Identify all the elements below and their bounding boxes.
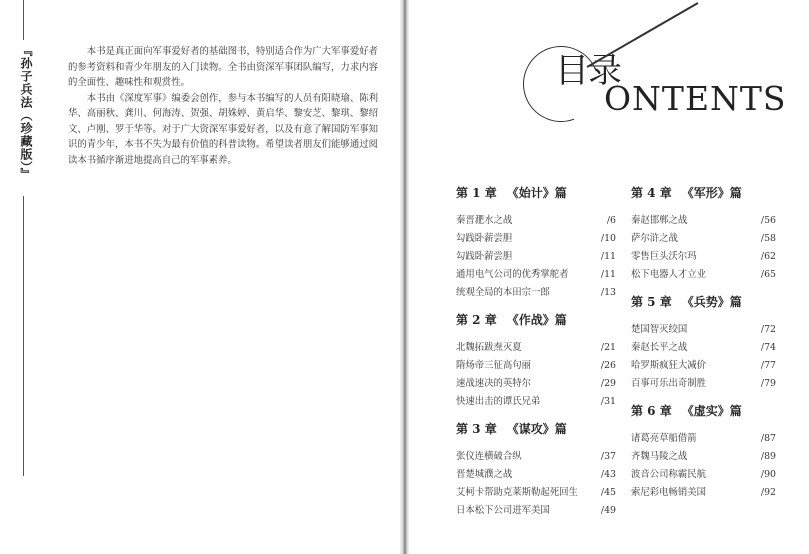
chapter-name: 《作战》篇 bbox=[506, 313, 567, 327]
chapter-name: 《始计》篇 bbox=[506, 186, 567, 200]
contents-heading bbox=[409, 0, 809, 150]
entry-page: /74 bbox=[760, 342, 776, 353]
entry-page: /21 bbox=[600, 342, 616, 353]
toc-entry[interactable] bbox=[631, 448, 776, 466]
toc-entry[interactable] bbox=[631, 339, 776, 357]
toc-column-right bbox=[631, 184, 776, 511]
chapter-number: 第 2 章 bbox=[456, 313, 497, 327]
toc-entry[interactable] bbox=[456, 466, 616, 484]
entry-title: 松下电器人才立业 bbox=[631, 269, 707, 280]
entry-page: /29 bbox=[600, 378, 616, 389]
toc-chapter bbox=[631, 184, 776, 284]
entry-page: /56 bbox=[760, 215, 776, 226]
intro-paragraph: 本书是真正面向军事爱好者的基础图书，特别适合作为广大军事爱好者的参考资料和青少年朋友的入门读物。全书由资深军事团队编写，力求内容的全面性、趣味性和观赏性。 bbox=[68, 46, 378, 88]
entry-page: /65 bbox=[760, 269, 776, 280]
entry-page: /62 bbox=[760, 251, 776, 262]
entry-page: /31 bbox=[600, 396, 616, 407]
book-spine bbox=[400, 0, 409, 554]
toc-entry[interactable] bbox=[456, 284, 616, 302]
entry-title: 速战速决的英特尔 bbox=[456, 378, 532, 389]
entry-page: /72 bbox=[760, 324, 776, 335]
entry-title: 张仪连横破合纵 bbox=[456, 451, 522, 462]
entry-page: /10 bbox=[600, 233, 616, 244]
entry-page: /58 bbox=[760, 233, 776, 244]
toc-entry[interactable] bbox=[456, 212, 616, 230]
chapter-number: 第 3 章 bbox=[456, 422, 497, 436]
chapter-title bbox=[631, 293, 776, 311]
chapter-name: 《谋攻》篇 bbox=[506, 422, 567, 436]
entry-title: 隋炀帝三征高句丽 bbox=[456, 360, 532, 371]
chapter-name: 《兵势》篇 bbox=[681, 295, 742, 309]
toc-entry[interactable] bbox=[456, 248, 616, 266]
entry-page: /89 bbox=[760, 451, 776, 462]
toc-entry[interactable] bbox=[631, 248, 776, 266]
entry-title: 晋楚城濮之战 bbox=[456, 469, 513, 480]
entry-page: /92 bbox=[760, 487, 776, 498]
entry-title: 齐魏马陵之战 bbox=[631, 451, 688, 462]
entry-title: 日本松下公司进军美国 bbox=[456, 505, 550, 516]
entry-page: /45 bbox=[600, 487, 616, 498]
entry-title: 百事可乐出奇制胜 bbox=[631, 378, 707, 389]
toc-entry[interactable] bbox=[456, 357, 616, 375]
entry-page: /26 bbox=[600, 360, 616, 371]
toc-entry[interactable] bbox=[456, 393, 616, 411]
entry-title: 北魏拓跋焘灭夏 bbox=[456, 342, 522, 353]
toc-entry[interactable] bbox=[456, 230, 616, 248]
entry-title: 萨尔浒之战 bbox=[631, 233, 678, 244]
entry-page: /43 bbox=[600, 469, 616, 480]
entry-title: 通用电气公司的优秀掌舵者 bbox=[456, 269, 569, 280]
toc-chapter bbox=[456, 184, 616, 302]
entry-title: 哈罗斯疯狂大减价 bbox=[631, 360, 707, 371]
intro-paragraph: 本书由《深度军事》编委会创作，参与本书编写的人员有阳晓瑜、陈利华、高丽秋、龚川、何海涛、贺强、胡姝婷、黄启华、黎安芝、黎琪、黎绍文、卢刚、罗于华等。对于广大资深军事爱好者，以及有意了解国防军事知识的青少年，本书不失为最有价值的科普读物。希望读者朋友们能够通过阅读本书循序渐进地提高自己的军事素养。 bbox=[68, 92, 378, 166]
toc-entry[interactable] bbox=[631, 466, 776, 484]
toc-entry[interactable] bbox=[456, 339, 616, 357]
left-page bbox=[0, 0, 400, 554]
entry-page: /37 bbox=[600, 451, 616, 462]
chapter-number: 第 5 章 bbox=[631, 295, 672, 309]
toc-entry[interactable] bbox=[456, 502, 616, 520]
entry-page: /49 bbox=[600, 505, 616, 516]
entry-title: 快速出击的谭氏兄弟 bbox=[456, 396, 541, 407]
entry-title: 秦赵长平之战 bbox=[631, 342, 688, 353]
divider-line bbox=[23, 0, 24, 40]
chapter-number: 第 4 章 bbox=[631, 186, 672, 200]
entry-title: 艾柯卡帮助克莱斯勒起死回生 bbox=[456, 487, 578, 498]
entry-page: /11 bbox=[600, 251, 616, 262]
chapter-number: 第 1 章 bbox=[456, 186, 497, 200]
toc-entry[interactable] bbox=[631, 484, 776, 502]
toc-chapter bbox=[456, 311, 616, 411]
entry-title: 秦赵邯郸之战 bbox=[631, 215, 688, 226]
toc-chapter bbox=[631, 402, 776, 502]
entry-page: /77 bbox=[760, 360, 776, 371]
toc-entry[interactable] bbox=[456, 484, 616, 502]
right-page bbox=[409, 0, 809, 554]
toc-chapter bbox=[456, 420, 616, 520]
entry-title: 勾践卧薪尝胆 bbox=[456, 233, 513, 244]
heading-cn: 目录 bbox=[555, 51, 621, 91]
entry-title: 楚国智灭绞国 bbox=[631, 324, 688, 335]
entry-page: /13 bbox=[600, 287, 616, 298]
heading-slash bbox=[587, 2, 699, 67]
toc-entry[interactable] bbox=[631, 357, 776, 375]
toc-entry[interactable] bbox=[631, 212, 776, 230]
entry-page: /79 bbox=[760, 378, 776, 389]
toc-entry[interactable] bbox=[631, 321, 776, 339]
entry-page: /87 bbox=[760, 433, 776, 444]
toc-entry[interactable] bbox=[631, 230, 776, 248]
toc-chapter bbox=[631, 293, 776, 393]
heading-en: ONTENTS bbox=[604, 79, 787, 118]
chapter-name: 《军形》篇 bbox=[681, 186, 742, 200]
chapter-number: 第 6 章 bbox=[631, 404, 672, 418]
intro-text bbox=[68, 44, 378, 168]
entry-title: 零售巨头沃尔玛 bbox=[631, 251, 697, 262]
entry-page: /6 bbox=[606, 215, 616, 226]
toc-entry[interactable] bbox=[631, 266, 776, 284]
toc-entry[interactable] bbox=[456, 375, 616, 393]
chapter-title bbox=[456, 420, 616, 438]
toc-entry[interactable] bbox=[631, 375, 776, 393]
chapter-title bbox=[456, 184, 616, 202]
divider-line bbox=[23, 196, 24, 476]
chapter-name: 《虚实》篇 bbox=[681, 404, 742, 418]
chapter-title bbox=[631, 402, 776, 420]
entry-title: 秦晋淝水之战 bbox=[456, 215, 513, 226]
toc-entry[interactable] bbox=[456, 448, 616, 466]
entry-title: 诸葛亮草船借箭 bbox=[631, 433, 697, 444]
entry-page: /90 bbox=[760, 469, 776, 480]
chapter-title bbox=[631, 184, 776, 202]
entry-page: /11 bbox=[600, 269, 616, 280]
entry-title: 索尼彩电畅销美国 bbox=[631, 487, 707, 498]
running-title: 『孙子兵法（珍藏版）』 bbox=[19, 44, 33, 181]
entry-title: 统观全局的本田宗一郎 bbox=[456, 287, 550, 298]
entry-title: 波音公司称霸民航 bbox=[631, 469, 707, 480]
toc-entry[interactable] bbox=[456, 266, 616, 284]
chapter-title bbox=[456, 311, 616, 329]
toc-column-left bbox=[456, 184, 616, 529]
entry-title: 勾践卧薪尝胆 bbox=[456, 251, 513, 262]
toc-entry[interactable] bbox=[631, 430, 776, 448]
